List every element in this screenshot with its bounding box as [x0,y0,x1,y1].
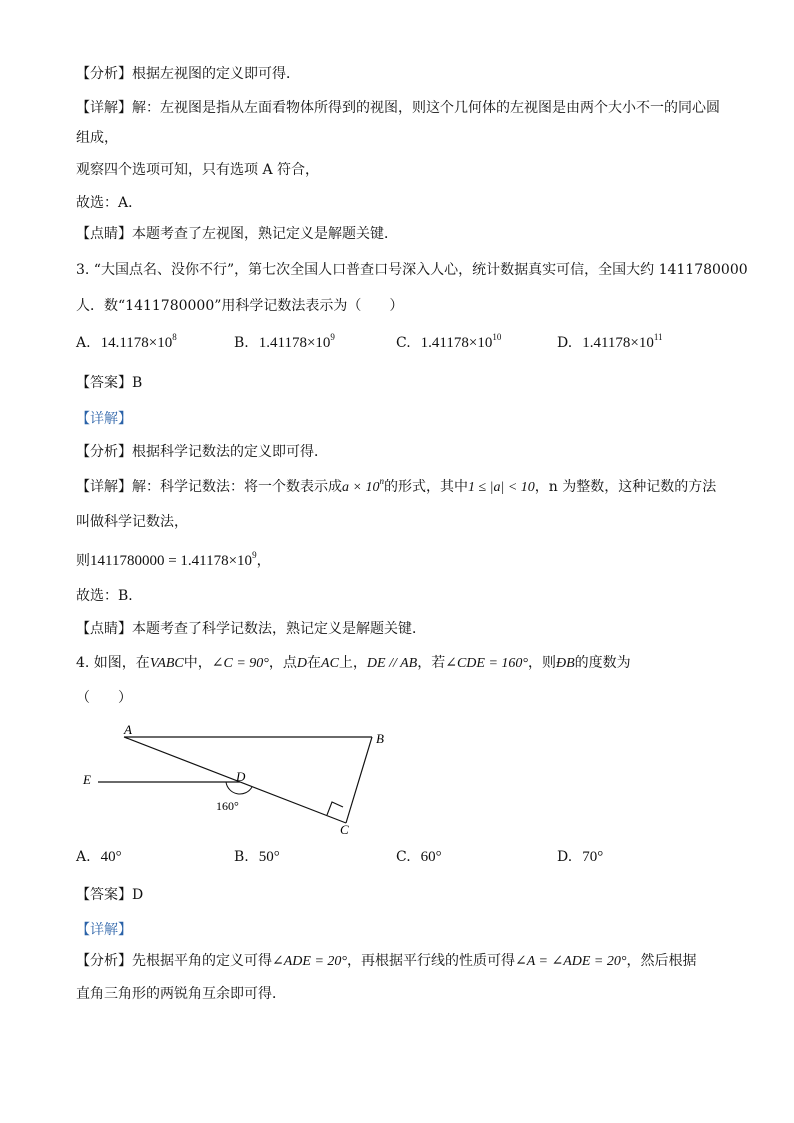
option-value: $1.41178\times 10^{11}$ [582,332,663,351]
q3-calc: 则$1411780000 = 1.41178\times 10^9$， [76,550,271,569]
detail-tag: 【详解】 [76,479,132,495]
q3-option-a[interactable] [76,333,177,353]
q3-stem-line1: 3. “大国点名、没你不行”，第七次全国人口普查口号深入人心，统计数据真实可信，全国大约 1411780000 [76,262,748,278]
q4-option-d[interactable] [557,847,603,867]
option-letter: D. [557,335,573,351]
option-value: 70° [582,849,604,865]
q4-stem-line2: （ ） [76,690,132,706]
triangle-figure [76,718,406,843]
q4-option-b[interactable] [234,847,280,867]
segment-bc [346,737,372,823]
q3-answer: 【答案】B [76,375,143,391]
detail-text: 解：左视图是指从左面看物体所得到的视图，则这个几何体的左视图是由两个大小不一的同心圆 [132,100,720,116]
option-value: $14.1178\times 10^8$ [100,332,177,351]
option-letter: B. [234,849,249,865]
inequality: 1 ≤ |a| < 10 [467,480,535,495]
q2-choose: 故选：A． [76,195,143,211]
comment-text: 本题考查了左视图，熟记定义是解题关键． [132,226,398,242]
q4-analysis-line2: 直角三角形的两锐角互余即可得． [76,986,286,1002]
option-letter: C. [396,849,411,865]
comment-tag: 【点睛】 [76,226,132,242]
q4-detail-header: 【详解】 [76,922,132,938]
q3-choose: 故选：B． [76,588,143,604]
comment-tag: 【点睛】 [76,621,132,637]
q2-detail-line1 [76,98,720,118]
option-letter: D. [557,849,573,865]
analysis-tag: 【分析】 [76,66,132,82]
q3-option-d[interactable] [557,333,663,353]
option-value: $1.41178\times 10^9$ [258,332,335,351]
q4-answer: 【答案】D [76,887,144,903]
label-c: C [340,822,349,837]
q3-comment [76,619,426,639]
q3-detail-line2: 叫做科学记数法， [76,514,188,530]
q4-analysis-line1: 【分析】先根据平角的定义可得∠ADE = 20°，再根据平行线的性质可得∠A = ∠ADE = 20°，然后根据 [76,953,697,969]
q3-option-c[interactable] [396,333,501,353]
angle-label: 160° [216,799,239,813]
label-b: B [376,731,384,746]
q2-analysis [76,64,300,84]
detail-tag: 【详解】 [76,100,132,116]
calc-expression: $1411780000 = 1.41178\times 10^9$ [90,550,257,569]
q4-option-c[interactable] [396,847,442,867]
option-value: 50° [258,849,280,865]
q3-option-b[interactable] [234,333,335,353]
option-value: $1.41178\times 10^{10}$ [420,332,502,351]
comment-text: 本题考查了科学记数法，熟记定义是解题关键． [132,621,426,637]
label-e: E [83,772,91,787]
analysis-tag: 【分析】 [76,953,132,969]
option-letter: A. [76,335,91,351]
option-value: 60° [420,849,442,865]
option-letter: A. [76,849,91,865]
label-d: D [236,769,246,784]
q2-detail-line2: 组成， [76,130,118,146]
q3-analysis [76,442,328,462]
option-letter: B. [234,335,249,351]
q4-stem-line1: 4. 如图，在VABC中，∠C = 90°，点D在AC上，DE // AB，若∠CDE = 160°，则ÐB的度数为 [76,655,631,671]
q3-detail-line1: 【详解】解：科学记数法：将一个数表示成$a \times 10^n$的形式，其中1 ≤ |a| < 10，n 为整数，这种记数的方法 [76,476,717,495]
analysis-text: 根据科学记数法的定义即可得． [132,444,328,460]
sci-form: $a \times 10^n$ [342,476,384,495]
q3-detail-header: 【详解】 [76,411,132,427]
option-value: 40° [100,849,122,865]
q4-option-a[interactable] [76,847,122,867]
q2-observe: 观察四个选项可知，只有选项 A 符合， [76,162,320,178]
option-letter: C. [396,335,411,351]
q3-stem-line2: 人．数“1411780000”用科学记数法表示为（ ） [76,298,404,314]
right-angle-mark [327,802,343,815]
analysis-text: 根据左视图的定义即可得． [132,66,300,82]
q2-comment [76,224,398,244]
label-a: A [124,722,132,737]
analysis-tag: 【分析】 [76,444,132,460]
